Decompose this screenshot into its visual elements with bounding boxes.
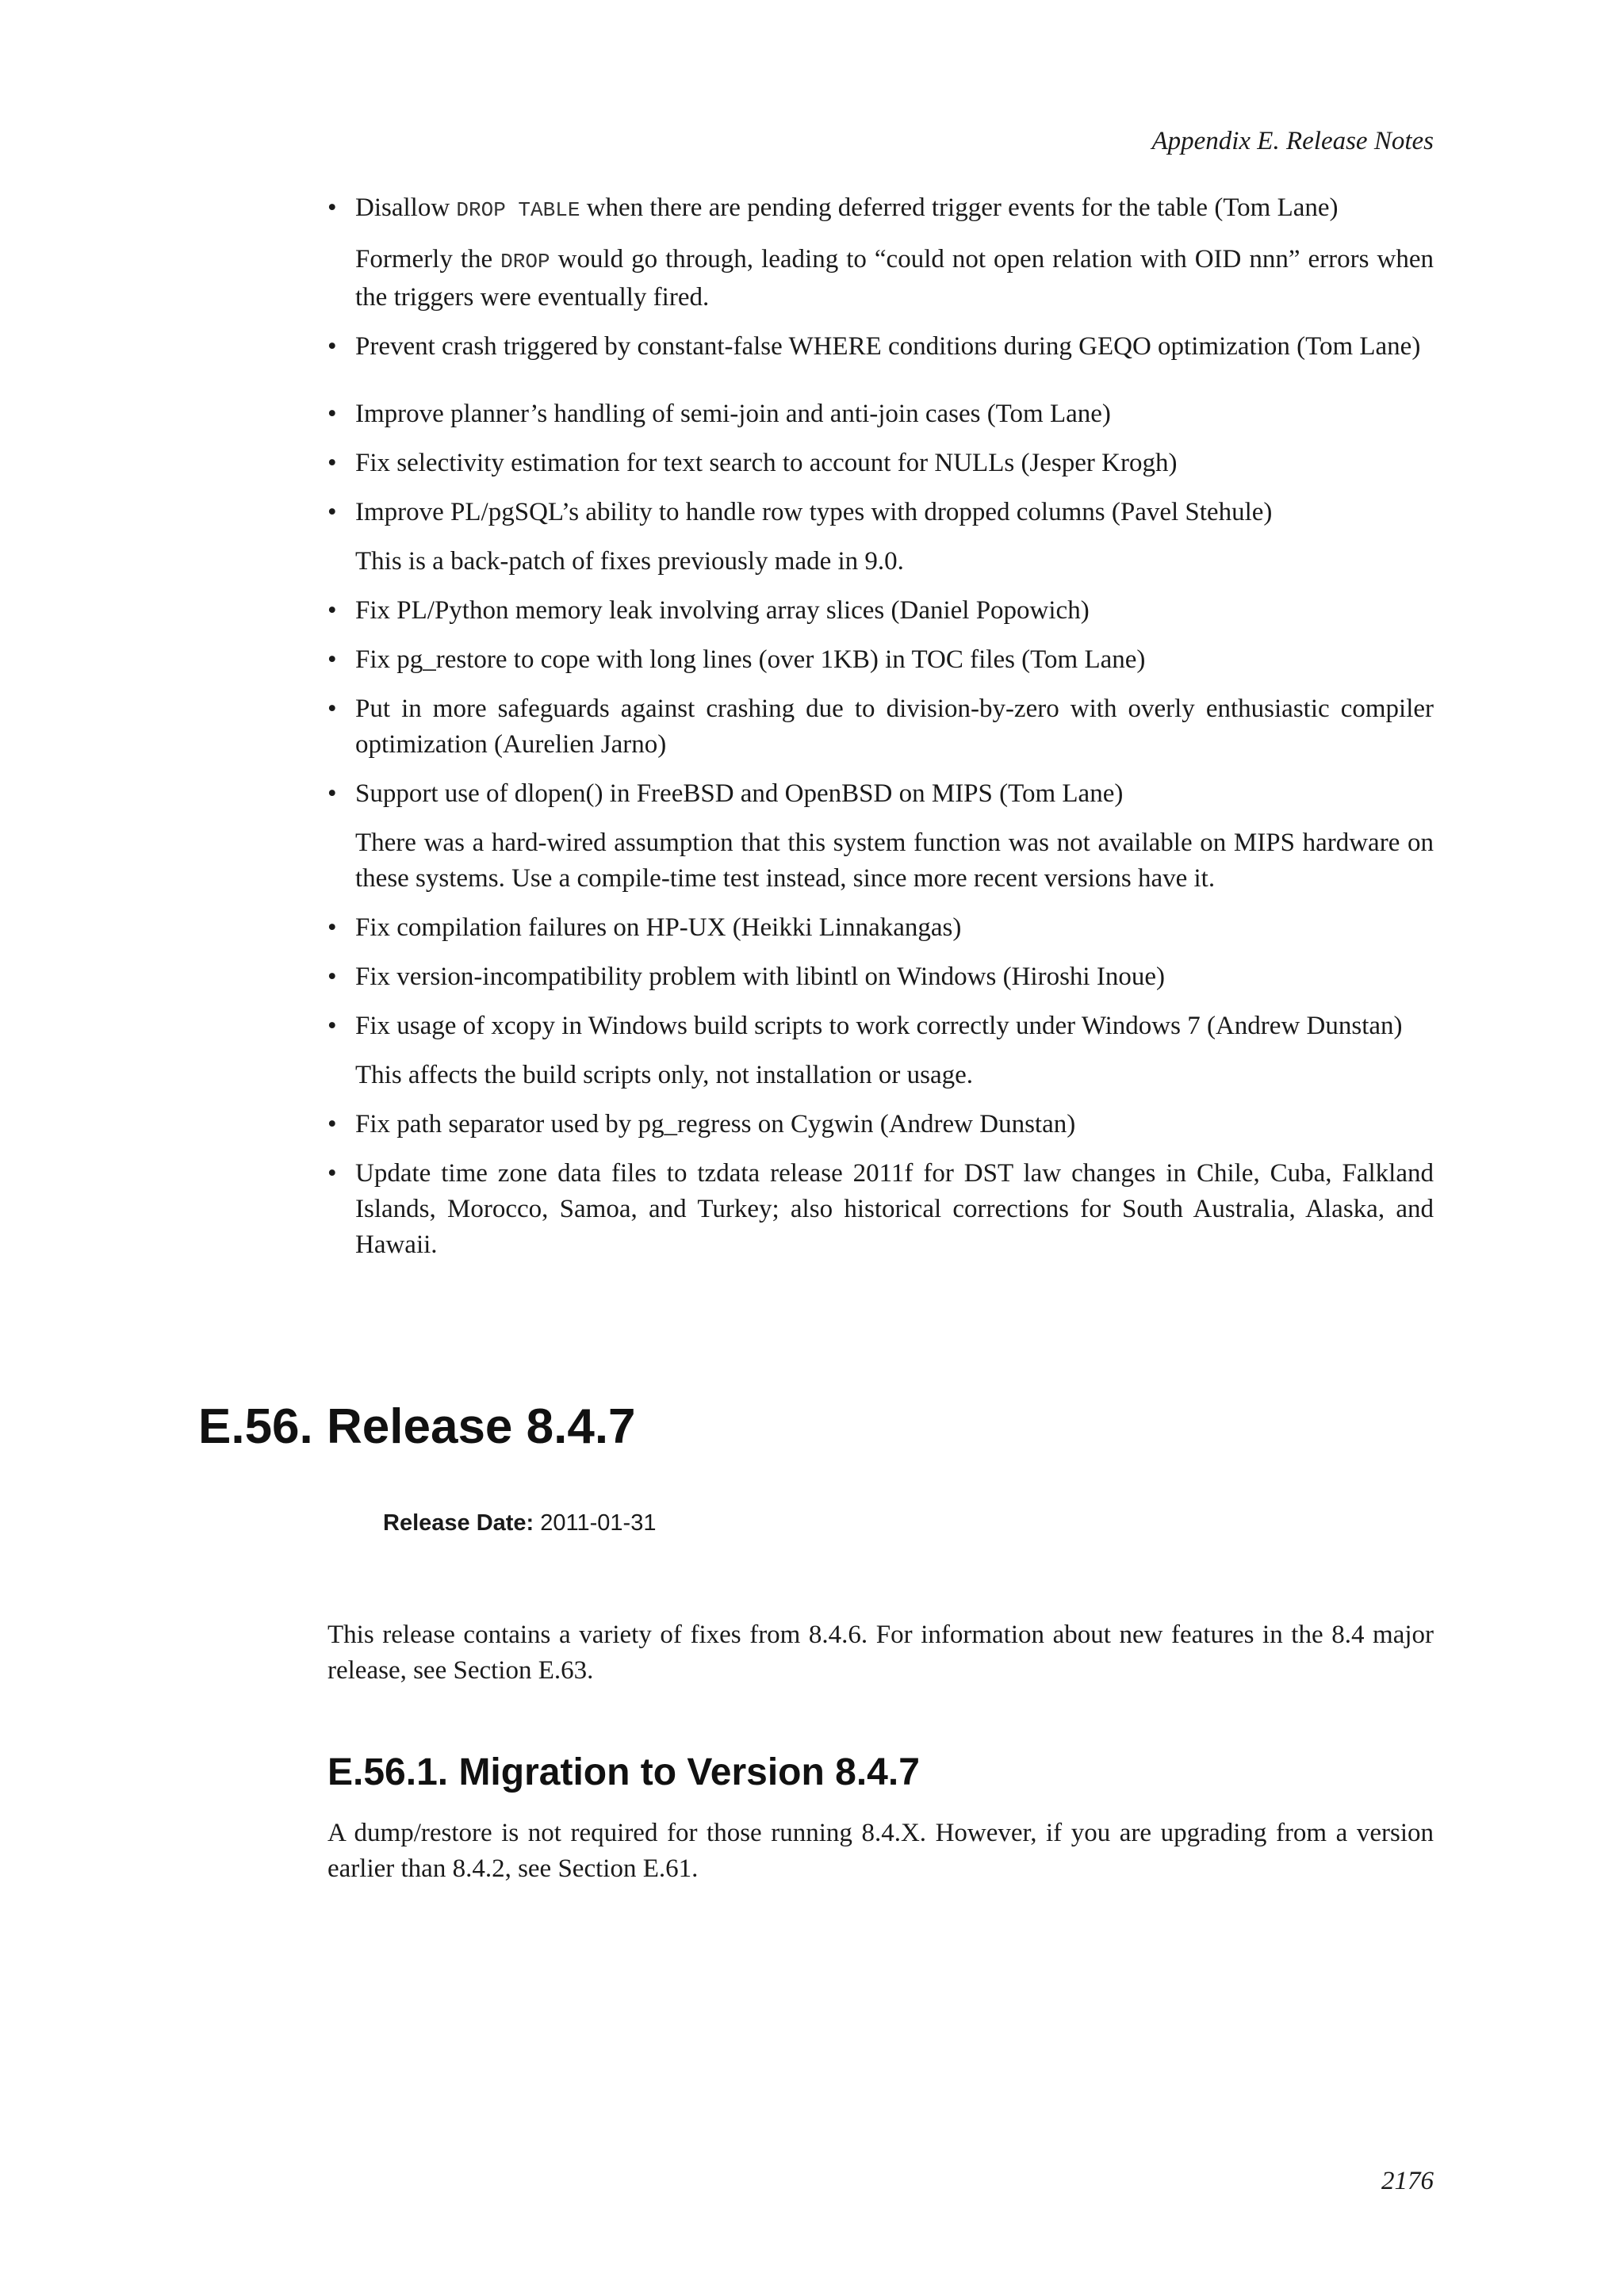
page-number: 2176 [1381, 2167, 1434, 2195]
migration-text: A dump/restore is not required for those running 8.4.X. However, if you are upgrading from a version earlier than 8.4.2, see Section E.61. [327, 1819, 1434, 1883]
item-text: Fix version-incompatibility problem with libintl on Windows (Hiroshi Inoue) [355, 962, 1165, 991]
inline-code: DROP [500, 250, 550, 274]
bullet-icon: • [327, 400, 337, 428]
release-date-value: 2011-01-31 [540, 1510, 657, 1536]
list-item [327, 1107, 1434, 1142]
inline-code: DROP TABLE [456, 198, 580, 222]
list-item [327, 776, 1434, 812]
bullet-icon: • [327, 332, 337, 361]
bullet-icon: • [327, 1159, 337, 1188]
item-text-post: when there are pending deferred trigger events for the table (Tom Lane) [580, 193, 1339, 222]
list-item [327, 691, 1434, 763]
item-text: Fix usage of xcopy in Windows build scripts to work correctly under Windows 7 (Andrew Dunstan) [355, 1012, 1403, 1040]
list-item [327, 495, 1434, 530]
item-text: Fix compilation failures on HP-UX (Heikki Linnakangas) [355, 913, 962, 942]
bullet-icon: • [327, 498, 337, 526]
release-date [383, 1510, 656, 1536]
item-text: Fix selectivity estimation for text search to account for NULLs (Jesper Krogh) [355, 449, 1178, 477]
note-text-post: would go through, leading to “could not open relation with OID nnn” errors when the triggers were eventually fired. [355, 245, 1434, 312]
bullet-icon: • [327, 779, 337, 808]
subsection-title: E.56.1. Migration to Version 8.4.7 [327, 1751, 920, 1793]
item-text: Fix path separator used by pg_regress on Cygwin (Andrew Dunstan) [355, 1110, 1076, 1138]
item-text: Fix pg_restore to cope with long lines (over 1KB) in TOC files (Tom Lane) [355, 645, 1146, 674]
section-intro: This release contains a variety of fixes from 8.4.6. For information about new features in the 8.4 major release, see Section E.63. [327, 1621, 1434, 1685]
item-text: Support use of dlopen() in FreeBSD and OpenBSD on MIPS (Tom Lane) [355, 779, 1124, 808]
list-item [327, 1008, 1434, 1044]
running-header: Appendix E. Release Notes [1151, 127, 1434, 155]
bullet-icon: • [327, 695, 337, 723]
bullet-icon: • [327, 449, 337, 477]
item-text: Update time zone data files to tzdata release 2011f for DST law changes in Chile, Cuba, Falkland Islands, Morocco, Samoa, and Turkey; also historical corrections for South Australia, Alaska, and Hawaii. [355, 1159, 1434, 1259]
bullet-icon: • [327, 1110, 337, 1138]
note-text-pre: Formerly the [355, 245, 501, 274]
bullet-icon: • [327, 1012, 337, 1040]
item-text: Put in more safeguards against crashing due to division-by-zero with overly enthusiastic compiler optimization (Aurelien Jarno) [355, 695, 1434, 759]
item-text: Fix PL/Python memory leak involving array slices (Daniel Popowich) [355, 596, 1090, 625]
item-text: Prevent crash triggered by constant-false WHERE conditions during GEQO optimization (Tom Lane) [355, 332, 1421, 361]
item-note [327, 242, 1434, 316]
section-title: E.56. Release 8.4.7 [198, 1399, 636, 1454]
bullet-icon: • [327, 193, 337, 222]
bullet-icon: • [327, 913, 337, 942]
list-item [327, 910, 1434, 946]
item-text-pre: Disallow [355, 193, 457, 222]
bullet-icon: • [327, 645, 337, 674]
item-text: Improve PL/pgSQL’s ability to handle row types with dropped columns (Pavel Stehule) [355, 498, 1273, 526]
bullet-icon: • [327, 962, 337, 991]
list-item [327, 642, 1434, 678]
list-item [327, 593, 1434, 629]
list-item [327, 446, 1434, 481]
release-notes-list [327, 190, 1434, 1276]
item-note: This is a back-patch of fixes previously made in 9.0. [355, 547, 904, 576]
release-date-label: Release Date: [383, 1510, 534, 1536]
item-note: This affects the build scripts only, not installation or usage. [355, 1061, 974, 1089]
bullet-icon: • [327, 596, 337, 625]
list-item [327, 396, 1434, 432]
list-item [327, 1156, 1434, 1263]
item-text: Improve planner’s handling of semi-join and anti-join cases (Tom Lane) [355, 400, 1111, 428]
list-item [327, 329, 1434, 365]
item-note: There was a hard-wired assumption that this system function was not available on MIPS hardware on these systems. Use a compile-time test instead, since more recent versions have it. [355, 828, 1434, 893]
list-item [327, 959, 1434, 995]
list-item [327, 190, 1434, 228]
